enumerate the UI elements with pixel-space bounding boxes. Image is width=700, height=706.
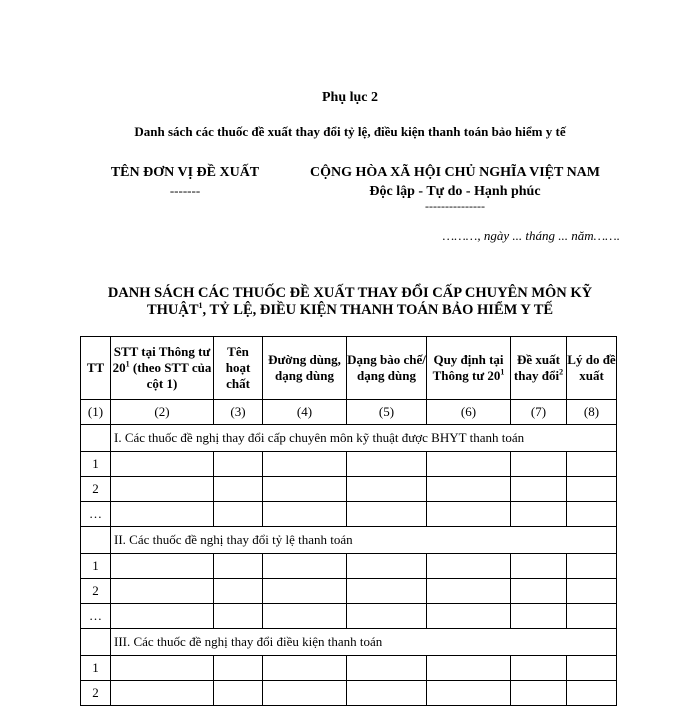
row-index: 2 <box>81 579 111 604</box>
column-number: (2) <box>111 400 214 425</box>
column-number: (7) <box>511 400 567 425</box>
table-row <box>81 502 617 527</box>
table-cell[interactable] <box>263 554 347 579</box>
header-stt <box>111 337 214 400</box>
national-motto: Độc lập - Tự do - Hạnh phúc <box>369 184 541 199</box>
column-number: (4) <box>263 400 347 425</box>
table-cell[interactable] <box>347 579 427 604</box>
footnote-marker: 1 <box>125 359 130 369</box>
header-route: Đường dùng, dạng dùng <box>263 337 347 400</box>
table-cell[interactable] <box>111 656 214 681</box>
table-row <box>81 477 617 502</box>
table-cell[interactable] <box>263 681 347 706</box>
drug-list-table <box>80 336 617 706</box>
section-row <box>81 629 617 656</box>
footnote-marker: 1 <box>198 301 203 311</box>
table-cell[interactable] <box>347 477 427 502</box>
table-cell[interactable] <box>214 502 263 527</box>
row-index: 2 <box>81 477 111 502</box>
column-number: (8) <box>567 400 617 425</box>
main-title-line-2 <box>80 302 620 319</box>
header-regulation-text: Quy định tại Thông tư 20 <box>432 352 504 383</box>
header-dosage-form: Dạng bào chế/ dạng dùng <box>347 337 427 400</box>
header-proposal-text: Đề xuất thay đổi <box>513 352 560 383</box>
table-row <box>81 656 617 681</box>
table-cell[interactable] <box>263 452 347 477</box>
table-cell[interactable] <box>567 477 617 502</box>
header-row <box>81 337 617 400</box>
table-cell[interactable] <box>111 554 214 579</box>
table-cell[interactable] <box>111 604 214 629</box>
table-cell[interactable] <box>347 604 427 629</box>
section-title: I. Các thuốc đề nghị thay đổi cấp chuyên môn kỹ thuật được BHYT thanh toán <box>111 425 617 452</box>
main-title <box>80 285 620 319</box>
table-cell[interactable] <box>427 452 511 477</box>
table-cell[interactable] <box>567 656 617 681</box>
table-row <box>81 452 617 477</box>
table-cell[interactable] <box>214 477 263 502</box>
table-cell[interactable] <box>111 452 214 477</box>
header-stt-note: (theo STT của cột 1) <box>129 360 212 391</box>
column-number: (3) <box>214 400 263 425</box>
row-index: 1 <box>81 452 111 477</box>
header-tt: TT <box>81 337 111 400</box>
table-cell[interactable] <box>567 604 617 629</box>
section-spacer <box>81 629 111 656</box>
table-row <box>81 554 617 579</box>
column-number-row <box>81 400 617 425</box>
table-cell[interactable] <box>214 681 263 706</box>
table-cell[interactable] <box>263 477 347 502</box>
table-row <box>81 579 617 604</box>
table-cell[interactable] <box>567 579 617 604</box>
table-row <box>81 604 617 629</box>
footnote-marker: 1 <box>500 367 505 377</box>
table-cell[interactable] <box>427 681 511 706</box>
table-cell[interactable] <box>567 681 617 706</box>
table-cell[interactable] <box>214 579 263 604</box>
table-cell[interactable] <box>567 554 617 579</box>
table-cell[interactable] <box>347 681 427 706</box>
table-cell[interactable] <box>111 681 214 706</box>
header-reason: Lý do đề xuất <box>567 337 617 400</box>
table-cell[interactable] <box>511 579 567 604</box>
table-cell[interactable] <box>511 554 567 579</box>
header-stt-text: STT tại Thông tư 20 <box>112 344 211 375</box>
table-cell[interactable] <box>427 477 511 502</box>
table-cell[interactable] <box>111 579 214 604</box>
table-cell[interactable] <box>427 604 511 629</box>
row-index: 1 <box>81 656 111 681</box>
table-cell[interactable] <box>214 656 263 681</box>
table-cell[interactable] <box>427 579 511 604</box>
table-cell[interactable] <box>347 452 427 477</box>
table-cell[interactable] <box>427 502 511 527</box>
table-cell[interactable] <box>511 604 567 629</box>
section-title: II. Các thuốc đề nghị thay đổi tỷ lệ thanh toán <box>111 527 617 554</box>
table-row <box>81 681 617 706</box>
table-cell[interactable] <box>347 502 427 527</box>
section-title: III. Các thuốc đề nghị thay đổi điều kiện thanh toán <box>111 629 617 656</box>
document-subtitle: Danh sách các thuốc đề xuất thay đổi tỷ lệ, điều kiện thanh toán bảo hiểm y tế <box>134 124 566 139</box>
table-cell[interactable] <box>511 502 567 527</box>
table-cell[interactable] <box>511 452 567 477</box>
table-cell[interactable] <box>111 502 214 527</box>
unit-divider: ------- <box>169 183 201 198</box>
section-row <box>81 425 617 452</box>
column-number: (6) <box>427 400 511 425</box>
section-spacer <box>81 425 111 452</box>
column-number: (1) <box>81 400 111 425</box>
footnote-marker: 2 <box>559 367 564 377</box>
header-proposal <box>511 337 567 400</box>
main-title-part-a: THUẬT <box>146 302 199 318</box>
row-index: … <box>81 604 111 629</box>
section-spacer <box>81 527 111 554</box>
table-cell[interactable] <box>347 554 427 579</box>
table-cell[interactable] <box>347 656 427 681</box>
row-index: … <box>81 502 111 527</box>
table-cell[interactable] <box>511 656 567 681</box>
table-cell[interactable] <box>263 604 347 629</box>
table-cell[interactable] <box>214 452 263 477</box>
unit-name: TÊN ĐƠN VỊ ĐỀ XUẤT <box>110 165 260 180</box>
national-title: CỘNG HÒA XÃ HỘI CHỦ NGHĨA VIỆT NAM <box>309 165 600 180</box>
table-cell[interactable] <box>263 656 347 681</box>
table-cell[interactable] <box>567 502 617 527</box>
row-index: 2 <box>81 681 111 706</box>
table-cell[interactable] <box>511 477 567 502</box>
motto-divider: --------------- <box>425 199 485 213</box>
column-number: (5) <box>347 400 427 425</box>
table-cell[interactable] <box>214 604 263 629</box>
main-title-part-b: , TỶ LỆ, ĐIỀU KIỆN THANH TOÁN BẢO HIỂM Y TẾ <box>202 302 554 318</box>
table-cell[interactable] <box>111 477 214 502</box>
table-cell[interactable] <box>214 554 263 579</box>
table-cell[interactable] <box>263 579 347 604</box>
main-title-line-1: DANH SÁCH CÁC THUỐC ĐỀ XUẤT THAY ĐỔI CẤP CHUYÊN MÔN KỸ <box>107 285 593 301</box>
table-cell[interactable] <box>511 681 567 706</box>
appendix-title: Phụ lục 2 <box>321 90 378 105</box>
table-cell[interactable] <box>567 452 617 477</box>
row-index: 1 <box>81 554 111 579</box>
header-regulation <box>427 337 511 400</box>
header-active-ingredient: Tên hoạt chất <box>214 337 263 400</box>
table-cell[interactable] <box>427 554 511 579</box>
table-cell[interactable] <box>263 502 347 527</box>
section-row <box>81 527 617 554</box>
table-cell[interactable] <box>427 656 511 681</box>
date-line: ………, ngày ... tháng ... năm……. <box>442 228 620 243</box>
